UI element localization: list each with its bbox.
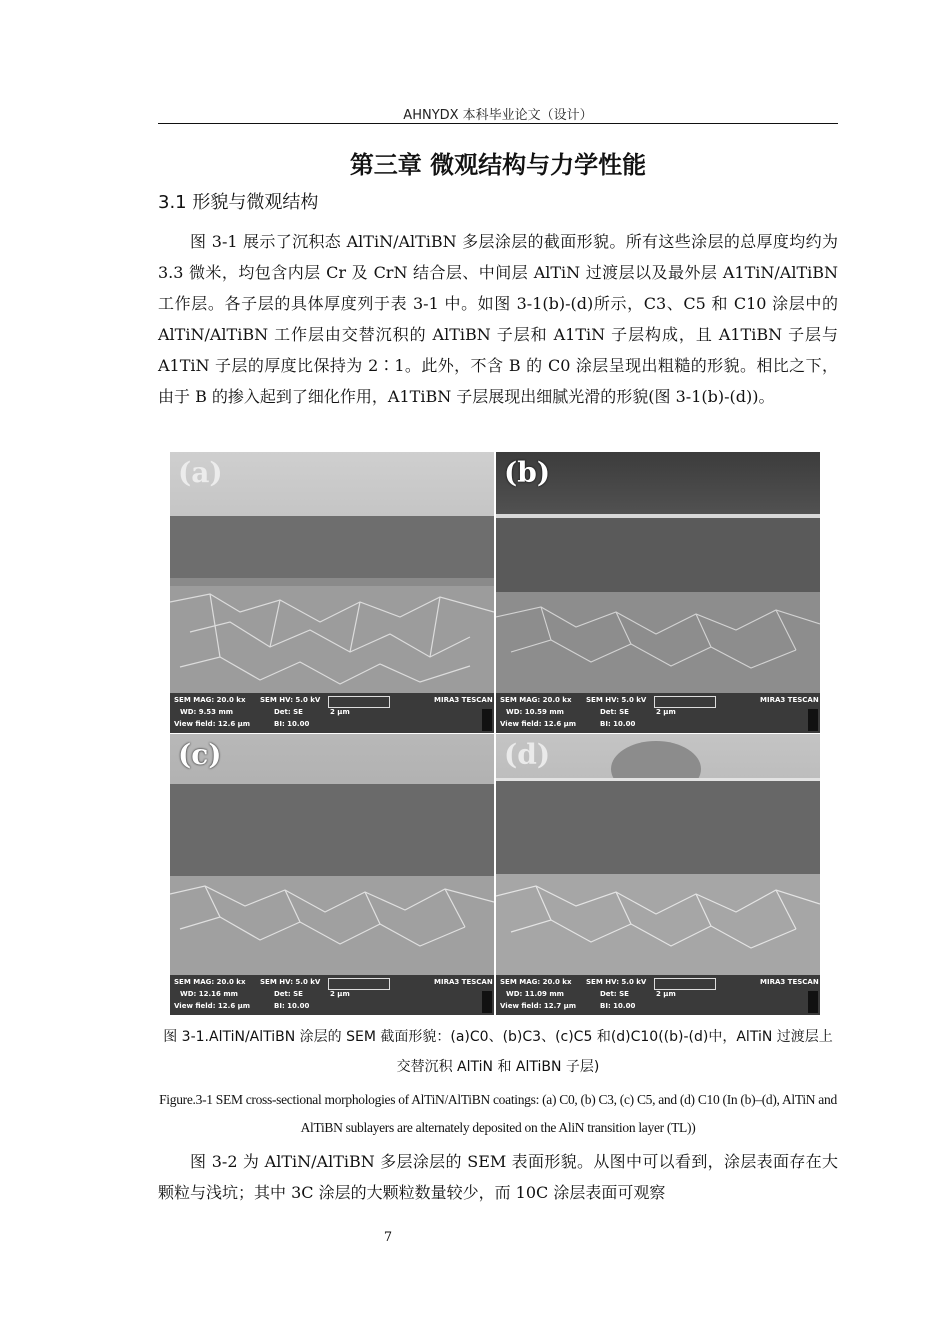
chapter-title: 第三章 微观结构与力学性能 (349, 151, 647, 179)
sem-panel-a (170, 452, 494, 733)
scale-bar-d (654, 978, 716, 990)
body-paragraph-2: 图 3-2 为 AlTiN/AlTiBN 多层涂层的 SEM 表面形貌。从图中可以看到，涂层表面存在大颗粒与浅坑；其中 3C 涂层的大颗粒数量较少，而 10C 涂层表面可观察 (158, 1152, 838, 1202)
header-rule (158, 123, 838, 124)
sem-panel-d (496, 734, 820, 1015)
sem-metadata-bar-d: SEM MAG: 20.0 kx SEM HV: 5.0 kV MIRA3 TESCAN WD: 11.09 mm Det: SE 2 μm View field: 12.7 μm BI: 10.00 (496, 975, 820, 1015)
panel-label-d: (d) (504, 738, 551, 771)
tescan-logo-icon (482, 991, 492, 1013)
page-number: 7 (383, 1230, 393, 1245)
sem-metadata-bar-c: SEM MAG: 20.0 kx SEM HV: 5.0 kV MIRA3 TESCAN WD: 12.16 mm Det: SE 2 μm View field: 12.6 μm BI: 10.00 (170, 975, 494, 1015)
figure-caption-chinese: 图 3-1.AlTiN/AlTiBN 涂层的 SEM 截面形貌：(a)C0、(b)C3、(c)C5 和(d)C10((b)-(d)中，AlTiN 过渡层上交替沉积 AlTiN 和 AlTiBN 子层) (163, 1029, 833, 1075)
panel-label-b: (b) (504, 456, 551, 489)
scale-bar-b (654, 696, 716, 708)
tescan-logo-icon (482, 709, 492, 731)
panel-label-c: (c) (178, 738, 222, 771)
sem-panel-b (496, 452, 820, 733)
sem-figure (170, 452, 818, 1014)
body-paragraph-1: 图 3-1 展示了沉积态 AlTiN/AlTiBN 多层涂层的截面形貌。所有这些涂层的总厚度均约为 3.3 微米，均包含内层 Cr 及 CrN 结合层、中间层 AlTiN 过渡层以及最外层 A1TiN/AlTiBN 工作层。各子层的具体厚度列于表 3-1 中。如图 3-1(b)-(d)所示，C3、C5 和 C10 涂层中的 AlTiN/AlTiBN 工作层由交替沉积的 AlTiBN 子层和 A1TiN 子层构成，且 A1TiBN 子层与 A1TiN 子层的厚度比保持为 2∶1。此外，不含 B 的 C0 涂层呈现出粗糙的形貌。相比之下，由于 B 的掺入起到了细化作用，A1TiBN 子层展现出细腻光滑的形貌(图 3-1(b)-(d))。 (158, 232, 838, 406)
sem-metadata-bar-b: SEM MAG: 20.0 kx SEM HV: 5.0 kV MIRA3 TESCAN WD: 10.59 mm Det: SE 2 μm View field: 12.6 μm BI: 10.00 (496, 693, 820, 733)
scale-bar-a (328, 696, 390, 708)
running-header: AHNYDX 本科毕业论文（设计） (403, 108, 593, 123)
sem-panel-c (170, 734, 494, 1015)
scale-bar-c (328, 978, 390, 990)
panel-label-a: (a) (178, 456, 223, 489)
sem-metadata-bar-a: SEM MAG: 20.0 kx SEM HV: 5.0 kV MIRA3 TESCAN WD: 9.53 mm Det: SE 2 μm View field: 12.6 μm BI: 10.00 (170, 693, 494, 733)
figure-caption-english: Figure.3-1 SEM cross-sectional morphologies of AlTiN/AlTiBN coatings: (a) C0, (b) C3, (c) C5, and (d) C10 (In (b)–(d), AlTiN and AlTiBN sublayers are alternately deposited on the AliN transition layer (TL)) (159, 1092, 837, 1135)
tescan-logo-icon (808, 709, 818, 731)
section-title: 3.1 形貌与微观结构 (158, 192, 319, 213)
tescan-logo-icon (808, 991, 818, 1013)
